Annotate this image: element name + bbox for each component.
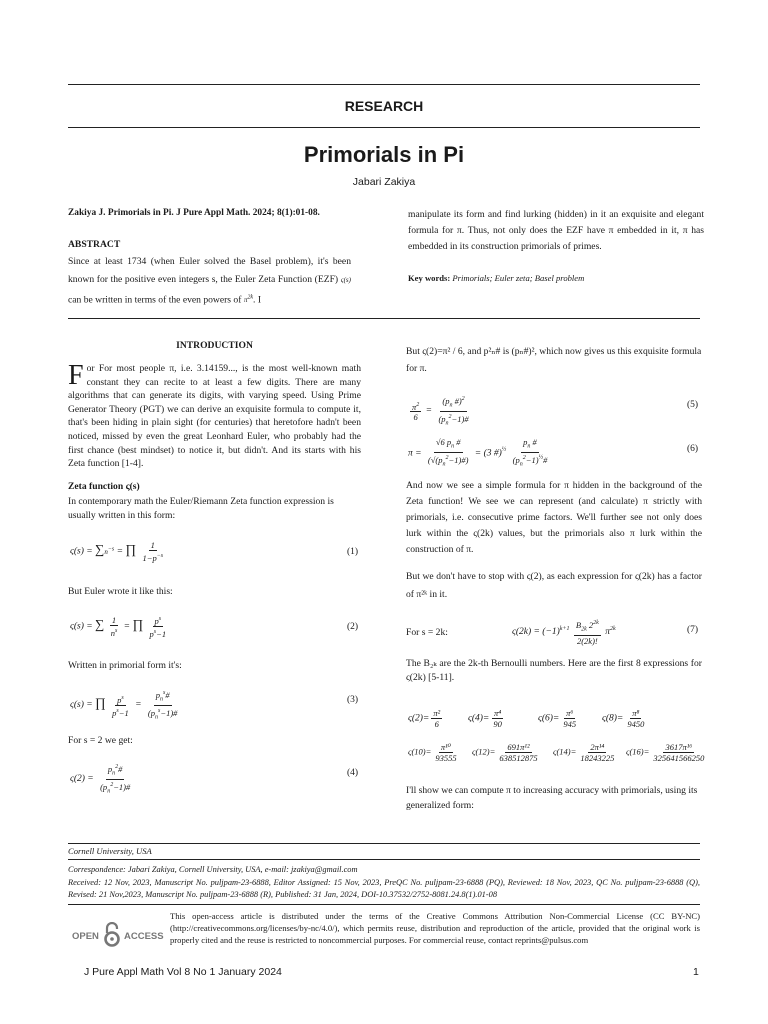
equation-5: $\frac{\pi^2}{6}$ = $\frac{(p_n \#)^2}{(p_n^2-1)\#}$	[412, 395, 469, 427]
formula-paragraph: But ς(2)=π² / 6, and p²ₙ# is (pₙ#)², which now gives us this exquisite formula for π.	[406, 346, 702, 374]
equation-number-2: (2)	[347, 622, 359, 632]
equation-number-5: (5)	[687, 400, 699, 410]
intro-heading: INTRODUCTION	[176, 340, 253, 351]
euler-paragraph: But Euler wrote it like this:	[68, 586, 173, 597]
affiliation: Cornell University, USA	[68, 846, 152, 856]
keywords: Key words: Primorials; Euler zeta; Basel problem	[408, 273, 585, 283]
equation-number-6: (6)	[687, 444, 699, 454]
zeta-value: ς(4)= $\frac{\text{π⁴}}{90}$	[468, 708, 502, 729]
page-number: 1	[693, 966, 699, 978]
abstract-text-left: Since at least 1734 (when Euler solved the Basel problem), it's been known for the positive even integers s, the Euler Zeta Function (EZF) ς(s) can be written in terms of the even powers of $\pi^{2k}$. I	[68, 256, 351, 306]
zeta-value: ς(2)= $\frac{\text{π²}}{6}$	[408, 708, 441, 729]
open-access-lock-icon	[104, 922, 120, 948]
citation: Zakiya J. Primorials in Pi. J Pure Appl Math. 2024; 8(1):01-08.	[68, 208, 320, 218]
equation-number-4: (4)	[347, 768, 359, 778]
open-access-open-label: OPEN	[72, 931, 99, 942]
equation-3: ς(s) = ∏ $\frac{p^s}{p^s-1}$ = $\frac{p_n^s\#}{(p_n^s-1)\#}$	[70, 689, 178, 721]
equation-6: π = $\frac{√6 p_n \#}{(√(p_n^2-1)\#)}$ = (3 #)$^{\frac{1}{2}}$ $\frac{p_n \#}{(p_n^2-1)^{\frac{1}{2}}\#}$	[408, 437, 548, 468]
open-access-access-label: ACCESS	[124, 931, 164, 942]
zeta-value: ς(8)= $\frac{\text{π⁸}}{9450}$	[602, 708, 645, 729]
zeta-value: ς(14)= $\frac{\text{2π¹⁴}}{18243225}$	[553, 742, 615, 763]
stop-paragraph: But we don't have to stop with ς(2), as each expression for ς(2k) has a factor of π²ᵏ in it.	[406, 571, 702, 600]
zeta-value: ς(6)= $\frac{\text{π⁶}}{945}$	[538, 708, 577, 729]
equation-number-1: (1)	[347, 547, 359, 557]
s2-paragraph: For s = 2 we get:	[68, 735, 133, 746]
author-name: Jabari Zakiya	[352, 176, 416, 188]
intro-paragraph: For For most people π, i.e. 3.14159..., is the most well-known math constant they can recite to at least a few digits. There are many algorithms that can generate its digits, with varying speed. Using Prime Generator Theory (PGT) we can derive an exquisite formula to compute it, that's been hiding in plain sight (for centuries) that heretofore hadn't been noticed, missed by even the great Leonhard Euler, who probably had the first chance (best mindset) to notice it, but didn't. And its starts with his Zeta function [1-4].	[68, 360, 361, 470]
simple-formula-paragraph: And now we see a simple formula for π hidden in the background of the Zeta function! We see we can represent (and calculate) π strictly with primorials, i.e. consecutive prime factors. We'll further see not only does lurk within the ς(2k) values, but the primorials also π lurk within the construction of π.	[406, 480, 702, 555]
s2k-label: For s = 2k:	[406, 627, 448, 638]
open-access-logo	[72, 922, 172, 952]
zeta-value: ς(10)= $\frac{\text{π¹⁰}}{93555}$	[408, 742, 457, 763]
equation-4: ς(2) = $\frac{p_n^2\#}{(p_n^2-1)\#}$	[70, 763, 131, 795]
zeta-heading: Zeta function ς(s)	[68, 481, 140, 492]
primorial-paragraph: Written in primorial form it's:	[68, 660, 182, 671]
abstract-heading: ABSTRACT	[68, 239, 121, 250]
paper-title: Primorials in Pi	[303, 142, 465, 167]
equation-7: $\varsigma(2k) = (-1)^{k+1}$ $\frac{B_{2k} 2^{2k}}{2(2k)!}$ $\pi^{2k}$	[512, 619, 616, 646]
abstract-text-right: manipulate its form and find lurking (hidden) in it an exquisite and elegant formula for π. Thus, not only does the EZF have π embedded in it, π has embedded in its construction primorials of primes.	[408, 209, 704, 252]
generalized-paragraph: I'll show we can compute π to increasing accuracy with primorials, using its generalized form:	[406, 785, 698, 811]
equation-number-3: (3)	[347, 695, 359, 705]
correspondence: Correspondence: Jabari Zakiya, Cornell University, USA, e-mail: jzakiya@gmail.com	[68, 865, 358, 874]
journal-footer: J Pure Appl Math Vol 8 No 1 January 2024	[84, 966, 282, 978]
zeta-value: ς(16)= $\frac{\text{3617π¹⁶}}{325641566250}$	[626, 742, 705, 763]
received-dates: Received: 12 Nov, 2023, Manuscript No. puljpam-23-6888, Editor Assigned: 15 Nov, 2023, PreQC No. puljpam-23-6888 (PQ), Reviewed: 18 Nov, 2023, QC No. puljpam-23-6888 (Q), Revised: 21 Nov,2023, Manuscript No. puljpam-23-6888 (R), Published: 31 Jan, 2024, DOI-10.37532/2752-8081.24.8(1).01-08	[68, 878, 700, 899]
equation-1: $\varsigma(s) = \sum n^{-s}$ = ∏ $\frac{1}{1-p^{-s}}$	[70, 540, 164, 563]
license-text: This open-access article is distributed under the terms of the Creative Commons Attribution Non-Commercial License (CC BY-NC) (http://creativecommons.org/licenses/by-nc/4.0/), which permits reuse, distribution and reproduction of the article, provided that the original work is properly cited and the reuse is restricted to noncommercial purposes. For commercial reuse, contact reprints@pulsus.com	[170, 911, 700, 945]
equation-2: ς(s) = ∑ $\frac{1}{n^s}$ = ∏ $\frac{p^s}{p^s-1}$	[70, 614, 167, 639]
bernoulli-paragraph: The B₂ₖ are the 2k-th Bernoulli numbers. Here are the first 8 expressions for ς(2k) [5-11].	[406, 658, 702, 683]
zeta-value: ς(12)= $\frac{\text{691π¹²}}{638512875}$	[472, 742, 538, 763]
equation-number-7: (7)	[687, 625, 699, 635]
section-label: RESEARCH	[344, 98, 424, 114]
zeta-paragraph: In contemporary math the Euler/Riemann Zeta function expression is usually written in this form:	[68, 496, 334, 521]
